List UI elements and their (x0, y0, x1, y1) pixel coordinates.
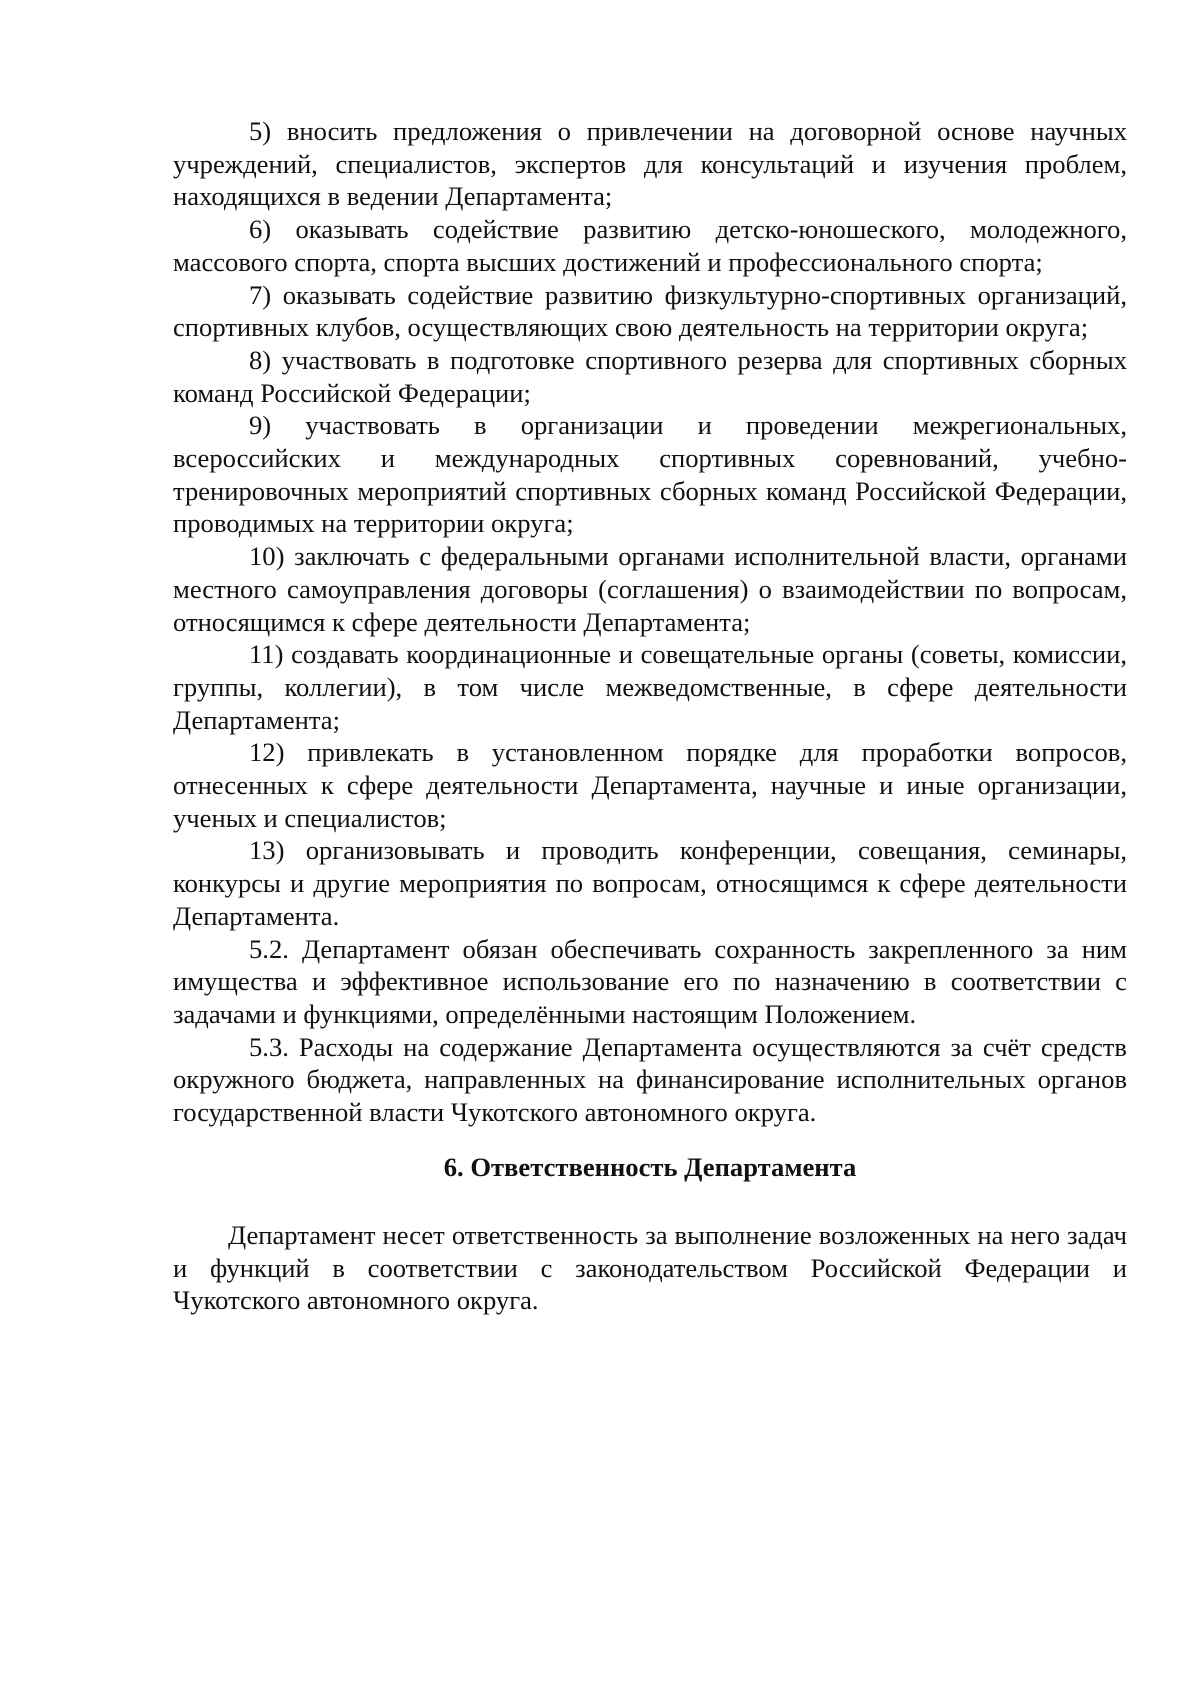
document-body (173, 115, 1127, 1317)
paragraph-item-11: 11) создавать координационные и совещательные органы (советы, комиссии, группы, коллегии), в том числе межведомственные, в сфере деятельности Департамента; (173, 639, 1127, 735)
paragraph-item-6: 6) оказывать содействие развитию детско-юношеского, молодежного, массового спорта, спорта высших достижений и профессионального спорта; (173, 214, 1127, 277)
section-text: Департамент несет ответственность за выполнение возложенных на него задач и функций в соответствии с законодательством Российской Федерации и Чукотского автономного округа. (173, 1219, 1127, 1316)
paragraph-item-8: 8) участвовать в подготовке спортивного резерва для спортивных сборных команд Российской Федерации; (173, 344, 1127, 408)
paragraph-5-3: 5.3. Расходы на содержание Департамента осуществляются за счёт средств окружного бюджета, направленных на финансирование исполнительных органов государственной власти Чукотского автономного округа. (173, 1031, 1127, 1128)
section-heading: 6. Ответственность Департамента (443, 1151, 857, 1182)
paragraph-item-7: 7) оказывать содействие развитию физкультурно-спортивных организаций, спортивных клубов, осуществляющих свою деятельность на территории округа; (173, 279, 1127, 343)
paragraph-item-10: 10) заключать с федеральными органами исполнительной власти, органами местного самоуправления договоры (соглашения) о взаимодействии по вопросам, относящимся к сфере деятельности Департамента; (173, 541, 1127, 637)
paragraph-item-5: 5) вносить предложения о привлечении на договорной основе научных учреждений, специалистов, экспертов для консультаций и изучения проблем, находящихся в ведении Департамента; (173, 116, 1127, 212)
paragraph-5-2: 5.2. Департамент обязан обеспечивать сохранность закрепленного за ним имущества и эффективное использование его по назначению в соответствии с задачами и функциями, определёнными настоящим Положением. (173, 933, 1127, 1029)
paragraph-item-12: 12) привлекать в установленном порядке для проработки вопросов, отнесенных к сфере деятельности Департамента, научные и иные организации, ученых и специалистов; (173, 737, 1127, 833)
paragraph-item-13: 13) организовывать и проводить конференции, совещания, семинары, конкурсы и другие мероприятия по вопросам, относящимся к сфере деятельности Департамента. (173, 835, 1127, 931)
paragraph-item-9: 9) участвовать в организации и проведении межрегиональных, всероссийских и международных спортивных соревнований, учебно-тренировочных мероприятий спортивных сборных команд Российской Федерации, проводимых на территории округа; (173, 410, 1127, 539)
